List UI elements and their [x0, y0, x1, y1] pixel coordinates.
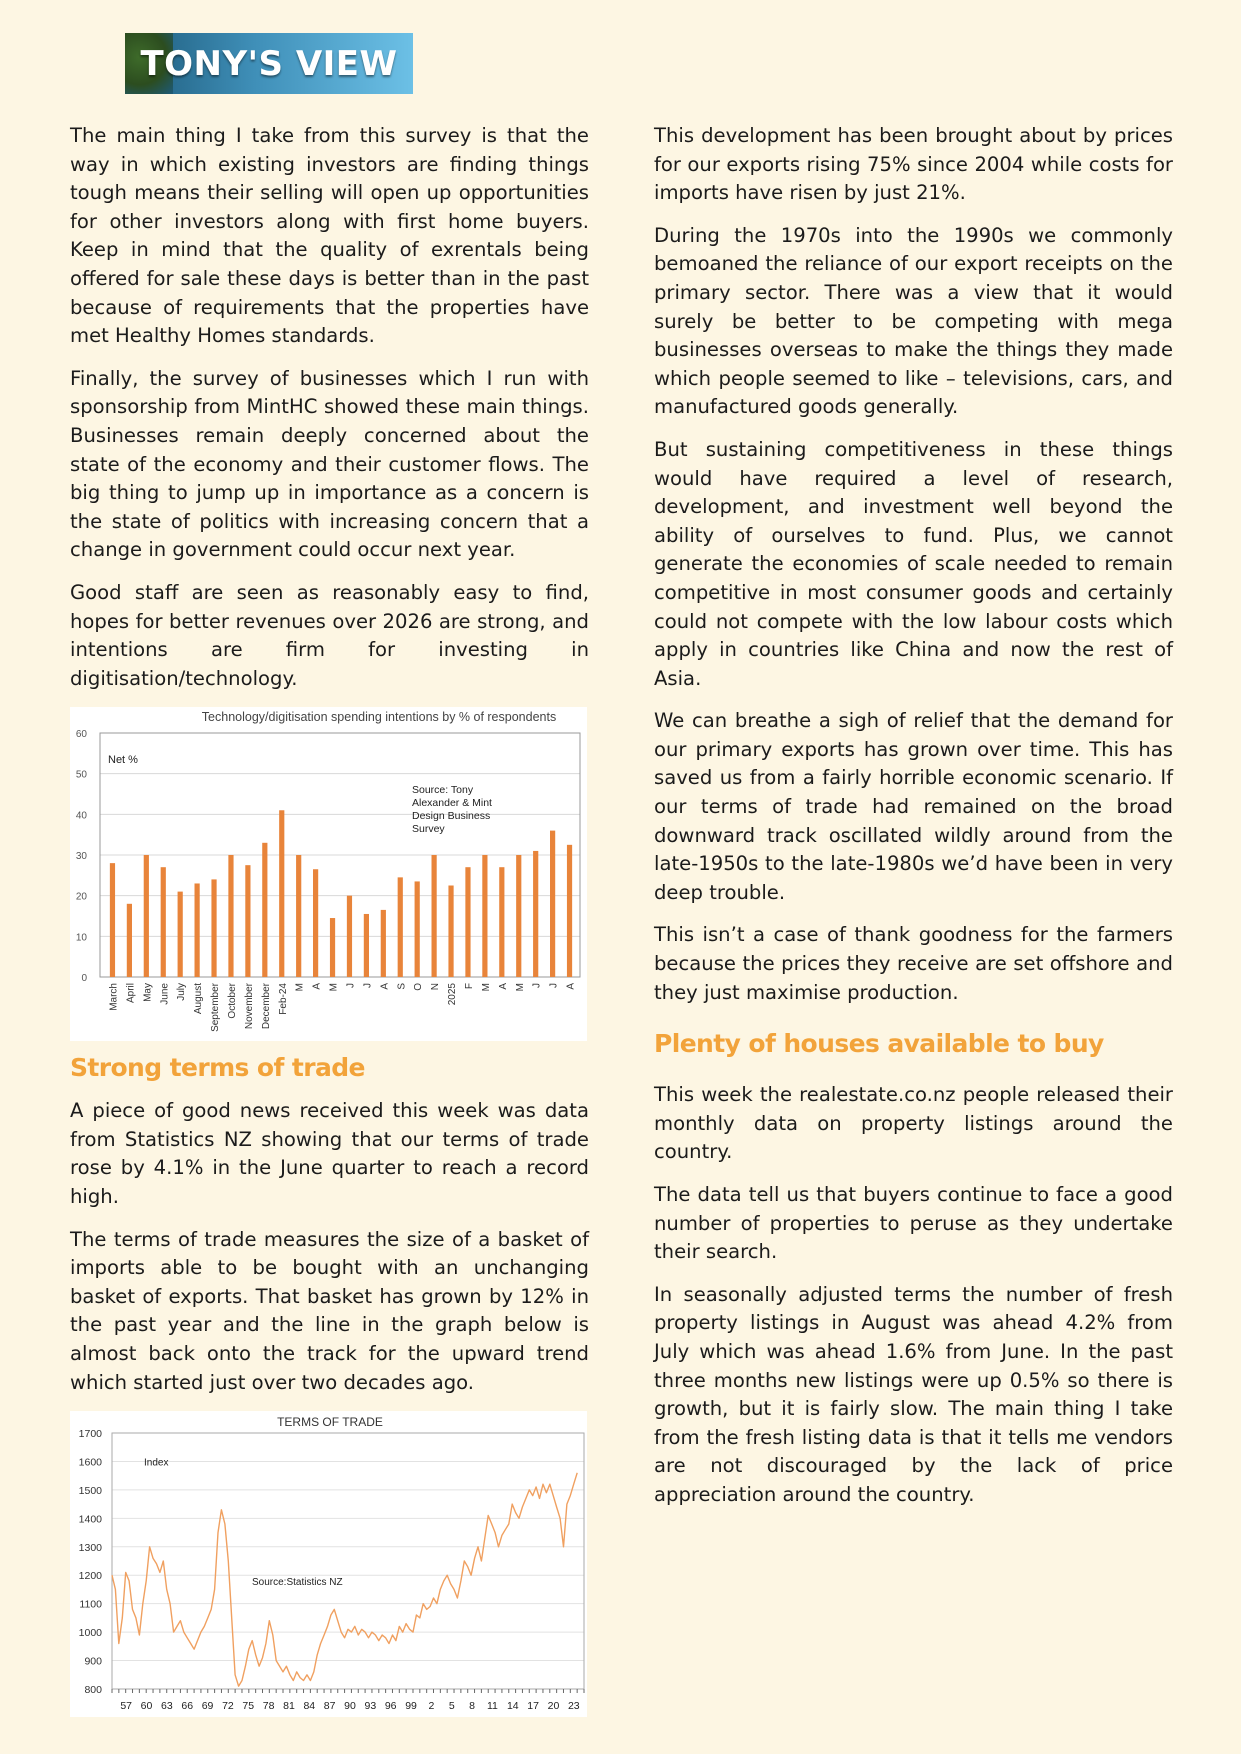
bar: [178, 892, 183, 977]
tonys-view-logo: [125, 33, 413, 94]
x-tick-label: F: [463, 983, 475, 990]
bar: [482, 855, 487, 977]
y-tick-label: 1500: [78, 1485, 102, 1498]
x-tick-label: 63: [161, 1700, 173, 1713]
terms-of-trade-chart: [70, 1411, 587, 1717]
x-tick-label: 78: [262, 1700, 275, 1713]
x-tick-label: M: [480, 983, 492, 992]
paragraph: This week the realestate.co.nz people released their monthly data on property listings around the country.: [654, 1083, 1173, 1164]
x-tick-label: 17: [527, 1700, 539, 1713]
paragraph: During the 1970s into the 1990s we commonly bemoaned the reliance of our export receipts on the primary sector. There was a view that it would surely be better to be competing with mega businesses overseas to make the things they made which people seemed to like – televisions, cars, and manufactured goods generally.: [654, 223, 1173, 419]
y-tick-label: 900: [84, 1655, 102, 1668]
y-tick-label: 60: [75, 729, 87, 741]
bar: [245, 865, 250, 977]
x-tick-label: November: [243, 983, 255, 1030]
y-tick-label: 1700: [78, 1428, 102, 1441]
x-tick-label: A: [379, 983, 391, 990]
paragraph: Finally, the survey of businesses which I run with sponsorship from MintHC showed these main things. Businesses remain deeply concerned about the state of the economy and their customer flows. The big thing to jump up in importance as a concern is the state of politics with increasing concern that a change in government could occur next year.: [70, 366, 589, 562]
source-annotation: Alexander & Mint: [412, 797, 492, 810]
y-tick-label: 30: [75, 851, 87, 863]
bar: [432, 855, 437, 977]
x-tick-label: March: [108, 983, 120, 1012]
x-tick-label: 99: [405, 1700, 417, 1713]
x-tick-label: 60: [140, 1700, 153, 1713]
y-tick-label: 1400: [78, 1513, 102, 1526]
x-tick-label: July: [176, 983, 188, 1002]
bar: [465, 867, 470, 977]
bar: [195, 884, 200, 978]
paragraph: Good staff are seen as reasonably easy to find, hopes for better revenues over 2026 are strong, and intentions are firm for investing in digitisation/technology.: [70, 580, 589, 690]
bar: [448, 886, 453, 978]
y-tick-label: 1300: [78, 1541, 102, 1554]
bar: [296, 855, 301, 977]
bar: [567, 845, 572, 977]
paragraph: But sustaining competitiveness in these things would have required a level of research, development, and investment well beyond the ability of ourselves to fund. Plus, we cannot generate the economies of scale needed to remain competitive in most consumer goods and certainly could not compete with the low labour costs which apply in countries like China and now the rest of Asia.: [654, 437, 1173, 690]
x-tick-label: 66: [181, 1700, 194, 1713]
x-tick-label: 84: [303, 1700, 316, 1713]
x-tick-label: 2: [428, 1700, 435, 1713]
bar: [110, 863, 115, 977]
x-tick-label: June: [159, 983, 171, 1005]
inset-label: Net %: [108, 754, 138, 767]
paragraph: The terms of trade measures the size of a basket of imports able to be bought with an unchanging basket of exports. That basket has grown by 12% in the past year and the line in the graph below is almost back onto the track for the upward trend which started just over two decades ago.: [70, 1227, 589, 1394]
bar: [499, 867, 504, 977]
section-heading-houses-available: Plenty of houses available to buy: [654, 1029, 1104, 1059]
paragraph: The data tell us that buyers continue to face a good number of properties to peruse as they undertake their search.: [654, 1183, 1173, 1264]
section-heading-terms-of-trade: Strong terms of trade: [70, 1053, 365, 1083]
x-tick-label: 11: [486, 1700, 498, 1713]
y-tick-label: 1200: [78, 1570, 102, 1583]
x-tick-label: 8: [469, 1700, 476, 1713]
x-tick-label: M: [328, 983, 340, 992]
x-tick-label: S: [396, 983, 408, 990]
bar: [398, 878, 403, 978]
x-tick-label: 72: [222, 1700, 234, 1713]
x-tick-label: August: [193, 983, 205, 1015]
bar: [144, 855, 149, 977]
bar: [347, 896, 352, 977]
x-tick-label: 23: [567, 1700, 580, 1713]
x-tick-label: 75: [242, 1700, 255, 1713]
x-tick-label: A: [497, 983, 509, 990]
x-tick-label: April: [125, 983, 137, 1004]
paragraph: The main thing I take from this survey is that the way in which existing investors are finding things tough means their selling will open up opportunities for other investors along with first home buyers. Keep in mind that the quality of exrentals being offered for sale these days is better than in the past because of requirements that the properties have met Healthy Homes standards.: [70, 124, 589, 348]
right-column: [654, 122, 1173, 1524]
y-tick-label: 1000: [78, 1627, 102, 1640]
x-tick-label: 2025: [447, 983, 459, 1006]
paragraph: A piece of good news received this week was data from Statistics NZ showing that our terms of trade rose by 4.1% in the June quarter to reach a record high.: [70, 1099, 589, 1209]
bar: [550, 831, 555, 977]
y-tick-label: 800: [84, 1684, 102, 1697]
x-tick-label: J: [531, 983, 543, 989]
x-tick-label: December: [260, 983, 272, 1030]
left-column: [70, 122, 589, 1717]
terms-of-trade-line: [112, 1473, 577, 1686]
x-tick-label: A: [311, 983, 323, 990]
x-tick-label: J: [548, 983, 560, 989]
x-tick-label: May: [142, 983, 154, 1003]
chart-title: Technology/digitisation spending intentions by % of respondents: [201, 710, 557, 725]
source-annotation: Survey: [412, 823, 445, 836]
x-tick-label: N: [430, 983, 442, 991]
x-tick-label: 90: [344, 1700, 356, 1713]
x-tick-label: J: [345, 983, 357, 989]
y-tick-label: 50: [75, 769, 87, 781]
bar: [381, 910, 386, 977]
x-tick-label: September: [210, 983, 222, 1033]
tech-spending-chart-svg: [70, 707, 587, 1041]
chart-title: TERMS OF TRADE: [277, 1415, 383, 1430]
x-tick-label: 57: [120, 1700, 133, 1713]
y-tick-label: 40: [75, 810, 87, 822]
x-tick-label: 14: [506, 1700, 519, 1713]
x-tick-label: 5: [448, 1700, 455, 1713]
x-tick-label: M: [294, 983, 306, 992]
plot-frame: [112, 1433, 584, 1689]
source-annotation: Source: Tony: [412, 784, 474, 797]
y-tick-label: 20: [75, 891, 87, 903]
x-tick-label: M: [514, 983, 526, 992]
y-tick-label: 10: [75, 932, 87, 944]
x-tick-label: 20: [547, 1700, 560, 1713]
bar: [211, 880, 216, 978]
x-tick-label: October: [226, 983, 238, 1019]
x-tick-label: 87: [323, 1700, 336, 1713]
source-annotation: Source:Statistics NZ: [252, 1577, 343, 1589]
inset-label: Index: [144, 1457, 169, 1469]
logo-text: TONY'S VIEW: [140, 43, 398, 84]
bar: [262, 843, 267, 977]
x-tick-label: O: [413, 983, 425, 992]
x-tick-label: A: [565, 983, 577, 990]
bar: [415, 882, 420, 978]
bar: [313, 870, 318, 978]
paragraph: In seasonally adjusted terms the number of fresh property listings in August was ahead 4.2% from July which was ahead 1.6% from June. In the past three months new listings were up 0.5% so there is growth, but it is fairly slow. The main thing I take from the fresh listing data is that it tells me vendors are not discouraged by the lack of price appreciation around the country.: [654, 1282, 1173, 1506]
bar: [533, 851, 538, 977]
source-annotation: Design Business: [412, 810, 491, 823]
bar: [228, 855, 233, 977]
x-tick-label: 96: [384, 1700, 397, 1713]
y-tick-label: 0: [81, 973, 87, 985]
x-tick-label: Feb-24: [277, 983, 289, 1015]
x-tick-label: 69: [201, 1700, 214, 1713]
x-tick-label: 81: [283, 1700, 295, 1713]
bar: [279, 811, 284, 978]
bar: [364, 914, 369, 977]
bar: [330, 918, 335, 977]
paragraph: This isn’t a case of thank goodness for the farmers because the prices they receive are set offshore and they just maximise production.: [654, 923, 1173, 1004]
bar: [516, 855, 521, 977]
terms-of-trade-chart-svg: [70, 1411, 587, 1717]
paragraph: We can breathe a sigh of relief that the demand for our primary exports has grown over time. This has saved us from a fairly horrible economic scenario. If our terms of trade had remained on the broad downward track oscillated wildly around from the late-1950s to the late-1980s we’d have been in very deep trouble.: [654, 709, 1173, 904]
bar: [161, 867, 166, 977]
bar: [127, 904, 132, 977]
tech-spending-chart: [70, 707, 587, 1041]
paragraph: This development has been brought about by prices for our exports rising 75% since 2004 while costs for imports have risen by just 21%.: [654, 124, 1173, 205]
y-tick-label: 1600: [78, 1456, 102, 1469]
y-tick-label: 1100: [79, 1598, 102, 1611]
x-tick-label: 93: [364, 1700, 377, 1713]
x-tick-label: J: [362, 983, 374, 989]
